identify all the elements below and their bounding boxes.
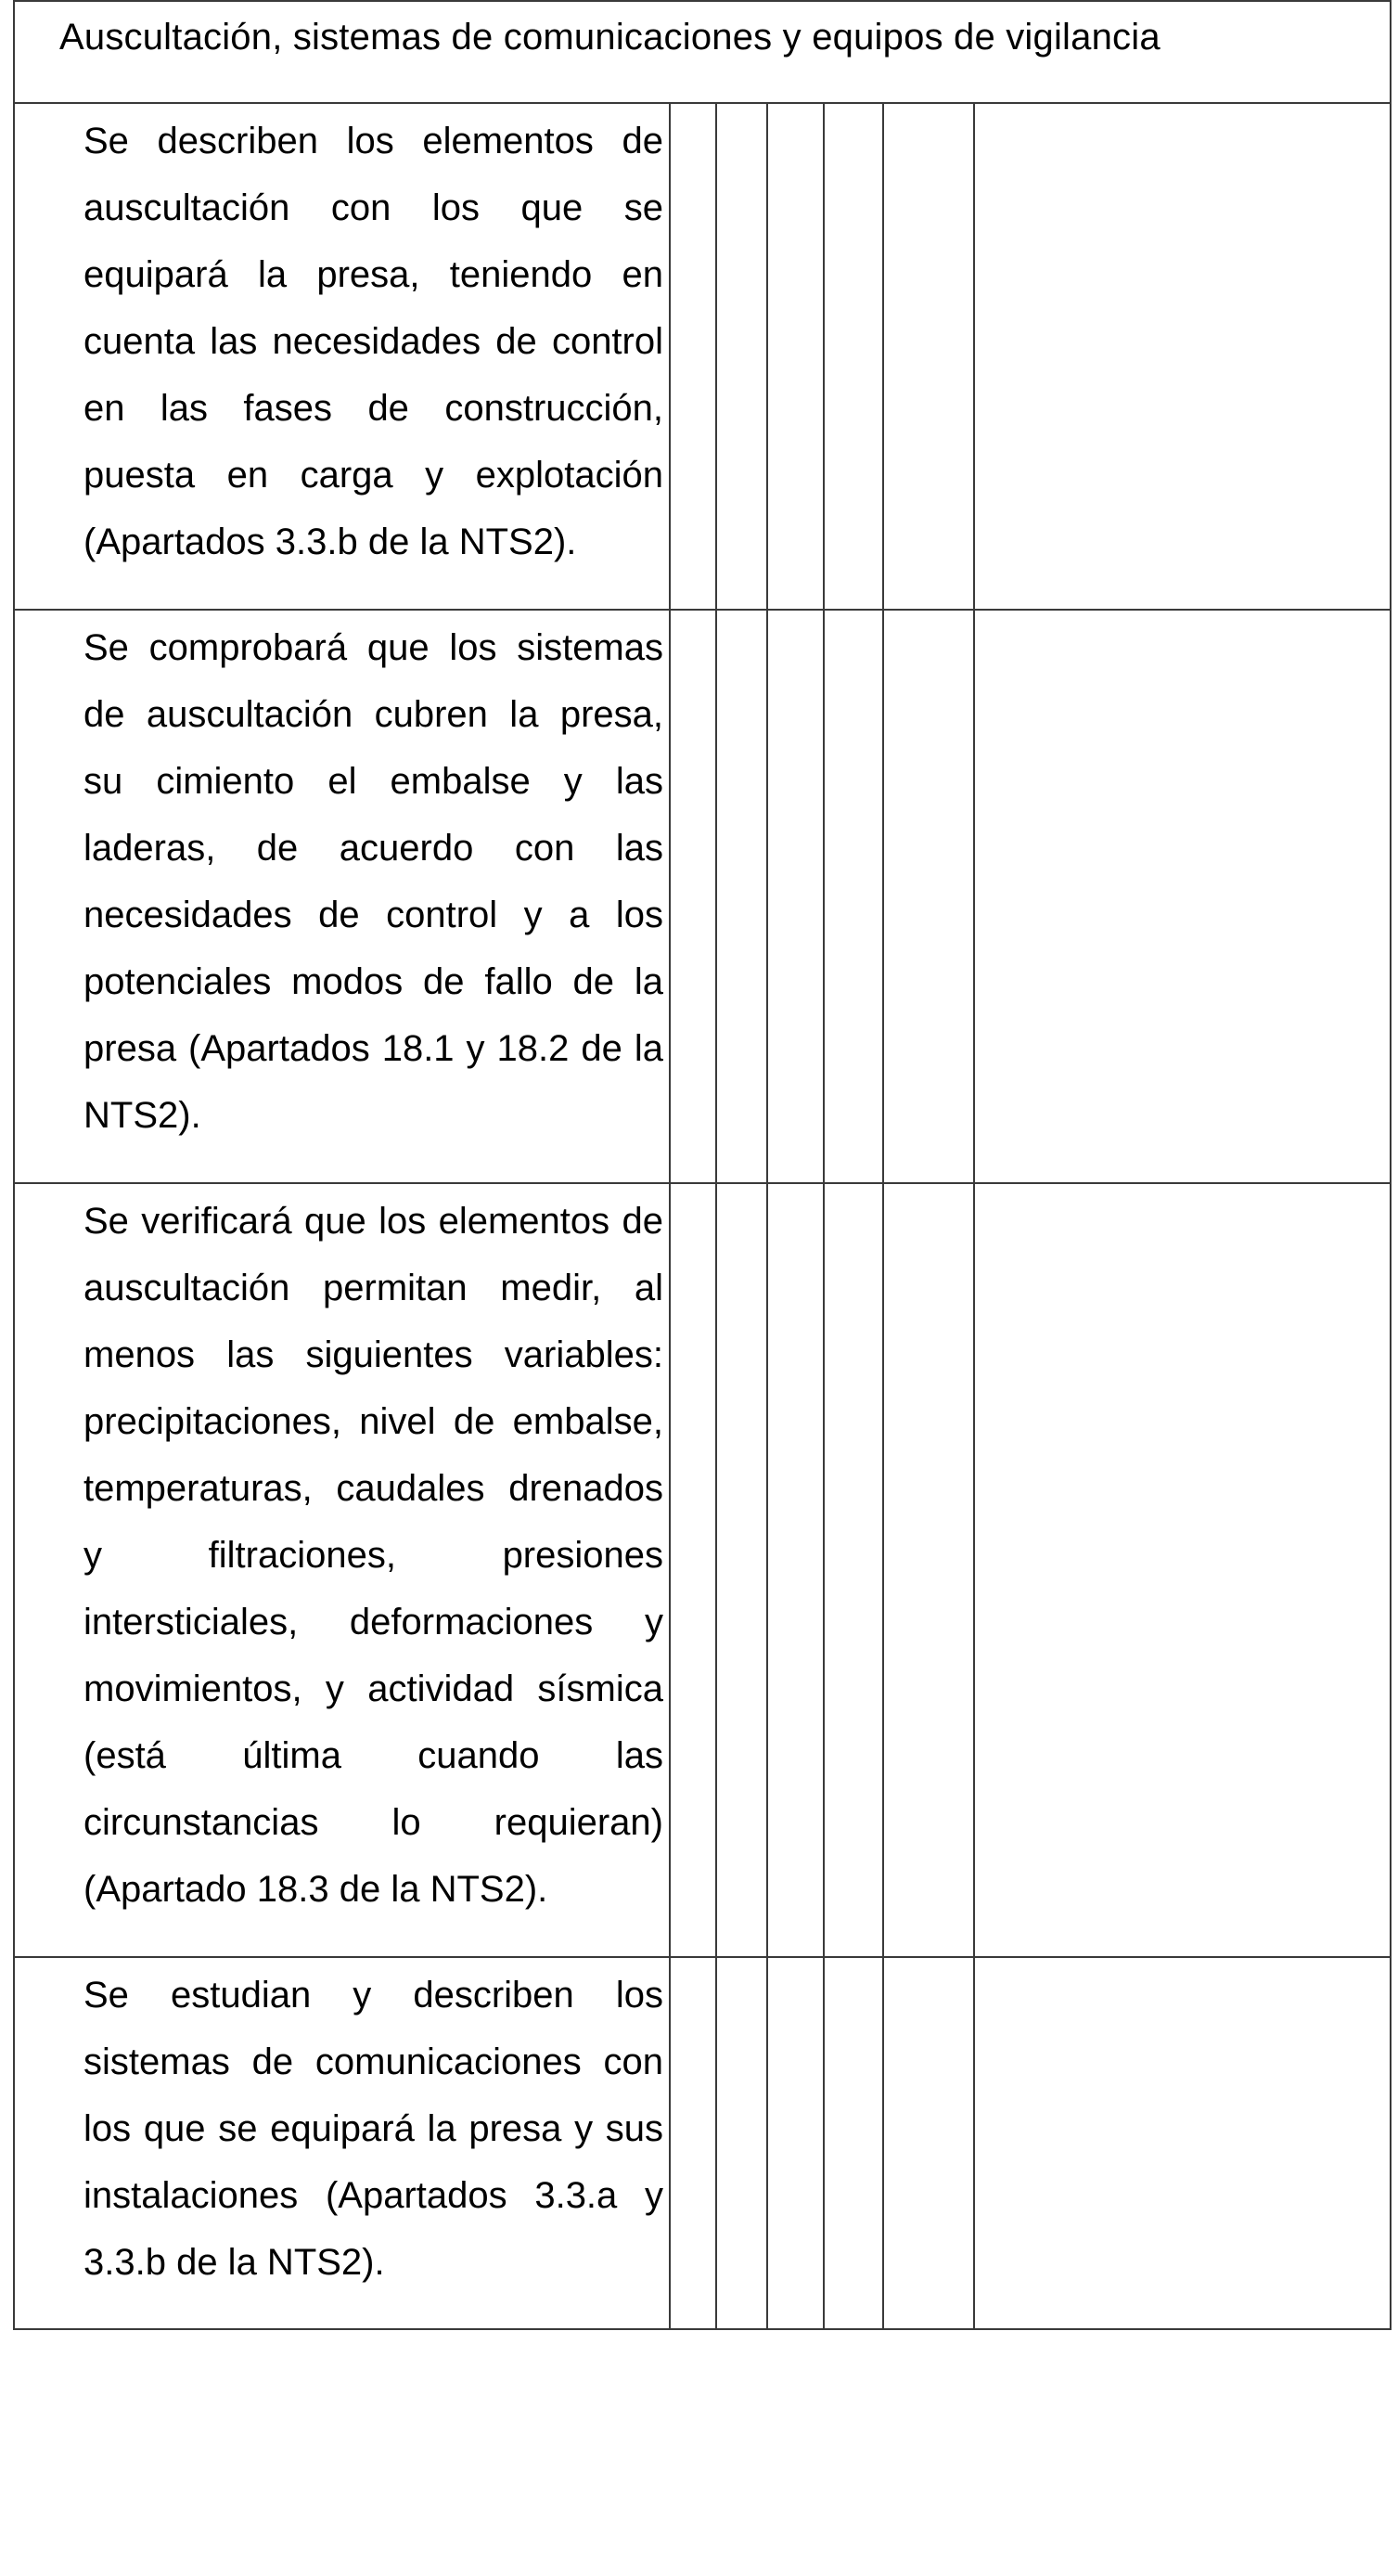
check-cell[interactable]: [824, 610, 883, 1183]
item-description: Se verificará que los elementos de auscultación permitan medir, al menos las siguientes variables: precipitaciones, nivel de embalse, temperaturas, caudales drenados y filtraciones, presiones intersticiales, deformaciones y movimientos, y actividad sísmica (está última cuando las circunstancias lo requieran) (Apartado 18.3 de la NTS2).: [14, 1183, 670, 1957]
section-header-row: [14, 1, 1391, 103]
check-cell[interactable]: [883, 610, 974, 1183]
check-cell[interactable]: [824, 103, 883, 610]
check-cell[interactable]: [670, 1957, 716, 2329]
observations-cell[interactable]: [974, 103, 1391, 610]
observations-cell[interactable]: [974, 610, 1391, 1183]
check-cell[interactable]: [824, 1183, 883, 1957]
item-description: Se comprobará que los sistemas de auscultación cubren la presa, su cimiento el embalse y las laderas, de acuerdo con las necesidades de control y a los potenciales modos de fallo de la presa (Apartados 18.1 y 18.2 de la NTS2).: [14, 610, 670, 1183]
checklist-row: [14, 610, 1391, 1183]
checklist-row: [14, 103, 1391, 610]
checklist-row: [14, 1183, 1391, 1957]
observations-cell[interactable]: [974, 1183, 1391, 1957]
checklist-table: [13, 0, 1392, 2330]
check-cell[interactable]: [716, 1957, 767, 2329]
check-cell[interactable]: [767, 1183, 824, 1957]
check-cell[interactable]: [883, 1957, 974, 2329]
checklist-row: [14, 1957, 1391, 2329]
check-cell[interactable]: [883, 1183, 974, 1957]
check-cell[interactable]: [716, 103, 767, 610]
section-title: Auscultación, sistemas de comunicaciones y equipos de vigilancia: [14, 1, 1391, 103]
check-cell[interactable]: [767, 1957, 824, 2329]
item-description: Se describen los elementos de auscultación con los que se equipará la presa, teniendo en cuenta las necesidades de control en las fases de construcción, puesta en carga y explotación (Apartados 3.3.b de la NTS2).: [14, 103, 670, 610]
check-cell[interactable]: [716, 1183, 767, 1957]
observations-cell[interactable]: [974, 1957, 1391, 2329]
item-description: Se estudian y describen los sistemas de comunicaciones con los que se equipará la presa y sus instalaciones (Apartados 3.3.a y 3.3.b de la NTS2).: [14, 1957, 670, 2329]
check-cell[interactable]: [716, 610, 767, 1183]
check-cell[interactable]: [824, 1957, 883, 2329]
check-cell[interactable]: [670, 610, 716, 1183]
check-cell[interactable]: [767, 103, 824, 610]
check-cell[interactable]: [670, 103, 716, 610]
check-cell[interactable]: [883, 103, 974, 610]
check-cell[interactable]: [767, 610, 824, 1183]
check-cell[interactable]: [670, 1183, 716, 1957]
